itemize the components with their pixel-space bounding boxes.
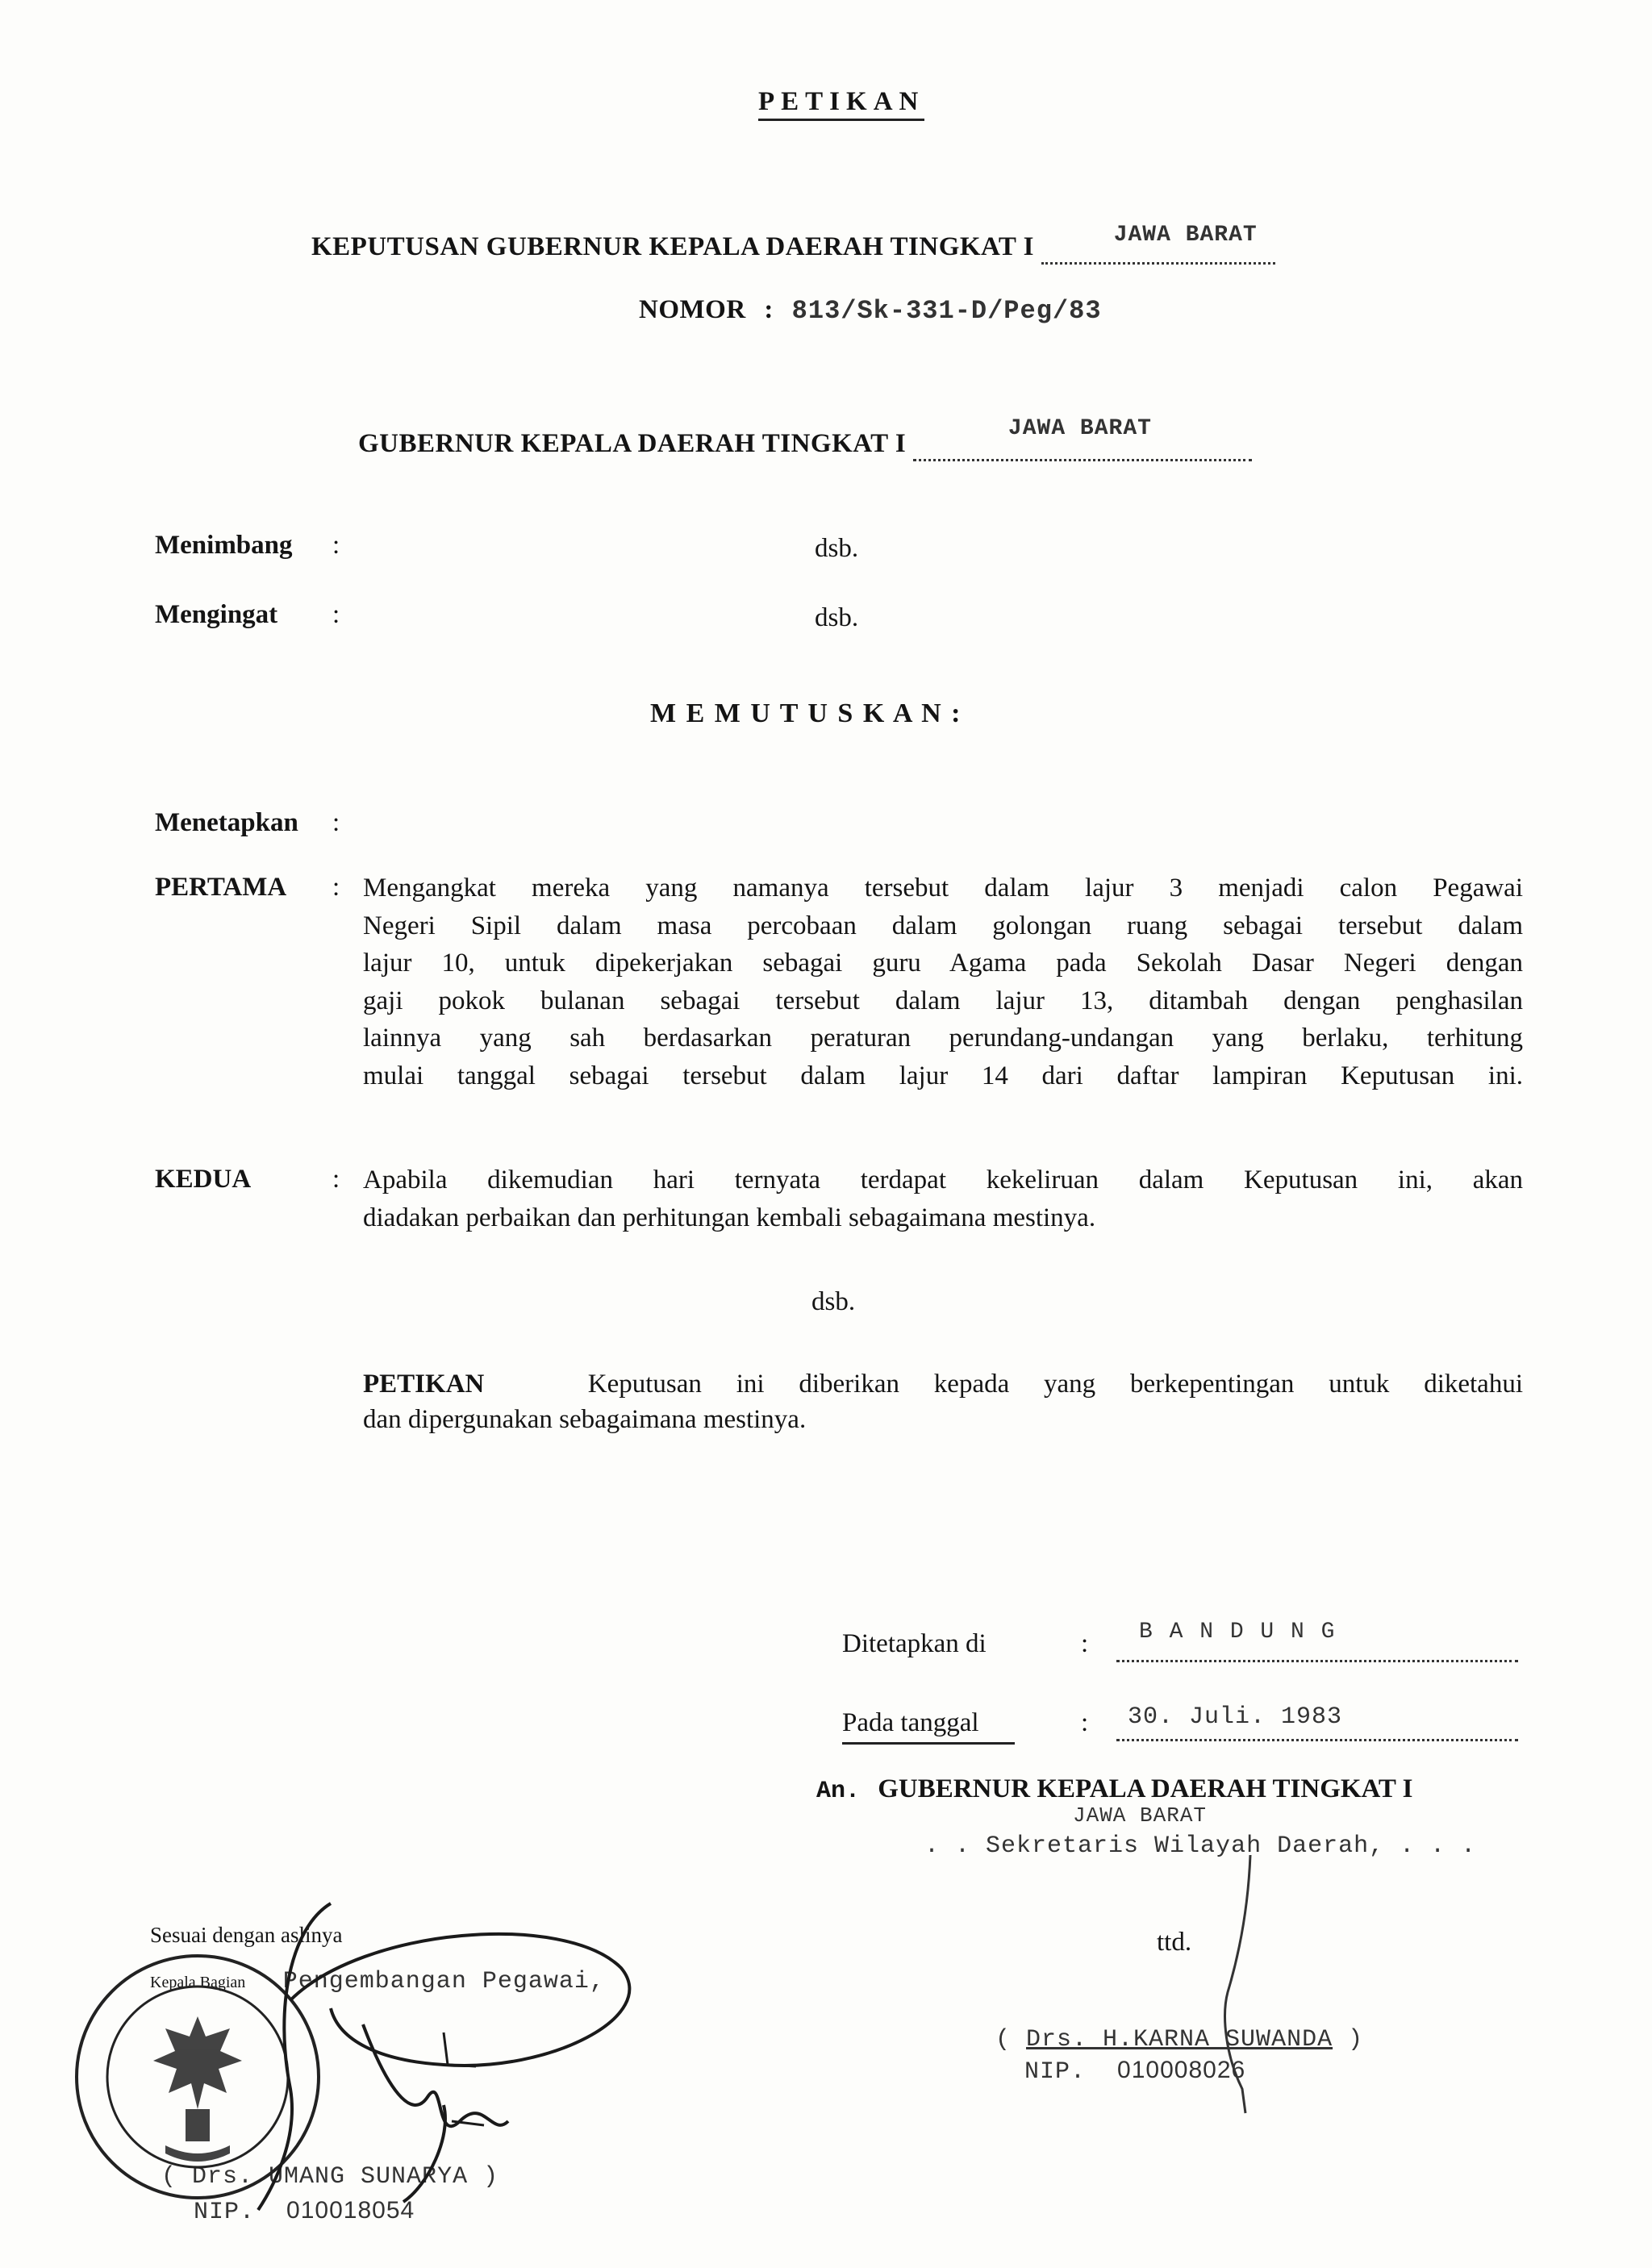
signed-mark: ttd. (1157, 1928, 1192, 1957)
date-colon: : (1081, 1708, 1089, 1737)
pertama-text (363, 869, 1523, 1094)
pertama-label: PERTAMA (155, 873, 287, 902)
governor-heading (358, 416, 1252, 461)
office-title: GUBERNUR KEPALA DAERAH TINGKAT I (878, 1774, 1413, 1803)
closing-line-1 (363, 1366, 1523, 1402)
signer-name: Drs. H.KARNA SUWANDA (1026, 2026, 1333, 2053)
mengingat-value: dsb. (815, 603, 859, 632)
decree-region-field (1041, 223, 1275, 265)
decree-heading-text: KEPUTUSAN GUBERNUR KEPALA DAERAH TINGKAT I (311, 232, 1034, 261)
date-dotline (1116, 1731, 1518, 1741)
closing-line-2: dan dipergunakan sebagaimana mestinya. (363, 1405, 807, 1434)
date-value: 30. Juli. 1983 (1128, 1703, 1343, 1731)
handwritten-signature (242, 1879, 726, 2218)
certify-line-2-text: Pengembangan Pegawai, (282, 1968, 605, 1995)
menimbang-label: Menimbang (155, 531, 293, 560)
office-region: JAWA BARAT (1073, 1803, 1208, 1828)
kedua-label: KEDUA (155, 1165, 252, 1194)
an-prefix: An. (816, 1778, 861, 1805)
certify-nip-label: NIP. (194, 2199, 256, 2226)
nomor-value: 813/Sk-331-D/Peg/83 (791, 296, 1102, 326)
date-label: Pada tanggal (842, 1708, 979, 1737)
place-value: B A N D U N G (1139, 1620, 1337, 1645)
governor-heading-text: GUBERNUR KEPALA DAERAH TINGKAT I (358, 429, 907, 458)
decree-region: JAWA BARAT (1113, 223, 1258, 248)
place-label: Ditetapkan di (842, 1629, 987, 1658)
kedua-colon: : (332, 1165, 340, 1194)
pertama-line: gaji pokok bulanan sebagai tersebut dalam lajur 13, ditambah dengan penghasilan (363, 986, 1523, 1015)
signer-nip: 010008026 (1117, 2057, 1246, 2083)
signer-nip-label: NIP. (1024, 2058, 1087, 2086)
governor-region-field (913, 416, 1252, 461)
pertama-line: mulai tanggal sebagai tersebut dalam lajur 14 dari daftar lampiran Keputusan ini. (363, 1061, 1523, 1090)
document-title: PETIKAN (758, 87, 924, 121)
pertama-line: Negeri Sipil dalam masa percobaan dalam golongan ruang sebagai tersebut dalam (363, 911, 1523, 940)
certify-nip: 010018054 (286, 2197, 415, 2224)
kedua-text (363, 1161, 1523, 1236)
signer-nip-line (1024, 2057, 1245, 2086)
office-line (816, 1774, 1412, 1805)
pertama-line: lainnya yang sah berdasarkan peraturan perundang-undangan yang berlaku, terhitung (363, 1024, 1523, 1053)
mengingat-label: Mengingat (155, 600, 278, 629)
signer-name-line: ( Drs. H.KARNA SUWANDA ) (995, 2026, 1364, 2053)
menetapkan-label: Menetapkan (155, 808, 298, 837)
date-label-underline (842, 1742, 1015, 1745)
closing-line-1-rest: Keputusan ini diberikan kepada yang berkepentingan untuk diketahui (587, 1370, 1523, 1399)
place-colon: : (1081, 1629, 1089, 1658)
governor-region: JAWA BARAT (1007, 416, 1152, 441)
certify-name-line: ( Drs. UMANG SUNARYA ) (161, 2163, 499, 2191)
closing-lead: PETIKAN (363, 1370, 485, 1399)
position-title: . . Sekretaris Wilayah Daerah, . . . (924, 1832, 1477, 1860)
pertama-line: lajur 10, untuk dipekerjakan sebagai guru Agama pada Sekolah Dasar Negeri dengan (363, 948, 1523, 978)
menimbang-value: dsb. (815, 534, 859, 563)
kedua-line: diadakan perbaikan dan perhitungan kembali sebagaimana mestinya. (363, 1203, 1096, 1232)
nomor-line: NOMOR : 813/Sk-331-D/Peg/83 (639, 295, 1102, 326)
decision-heading: M E M U T U S K A N : (650, 698, 962, 728)
menetapkan-colon: : (332, 808, 340, 837)
closing-text (363, 1366, 1523, 1437)
pertama-colon: : (332, 873, 340, 902)
place-dotline (1116, 1652, 1518, 1662)
position-text: Sekretaris Wilayah Daerah, (986, 1832, 1385, 1860)
certify-line-2-prefix: Kepala Bagian (150, 1974, 246, 1991)
menimbang-colon: : (332, 531, 340, 560)
etc-text: dsb. (811, 1287, 856, 1316)
certify-line-1: Sesuai dengan aslinya (150, 1923, 343, 1947)
kedua-line: Apabila dikemudian hari ternyata terdapat kekeliruan dalam Keputusan ini, akan (363, 1165, 1523, 1194)
mengingat-colon: : (332, 600, 340, 629)
nomor-label: NOMOR (639, 295, 746, 324)
decree-heading (311, 223, 1275, 265)
signature-stroke (1218, 1847, 1315, 2121)
pertama-line: Mengangkat mereka yang namanya tersebut dalam lajur 3 menjadi calon Pegawai (363, 873, 1523, 903)
certify-name: Drs. UMANG SUNARYA (192, 2163, 469, 2191)
